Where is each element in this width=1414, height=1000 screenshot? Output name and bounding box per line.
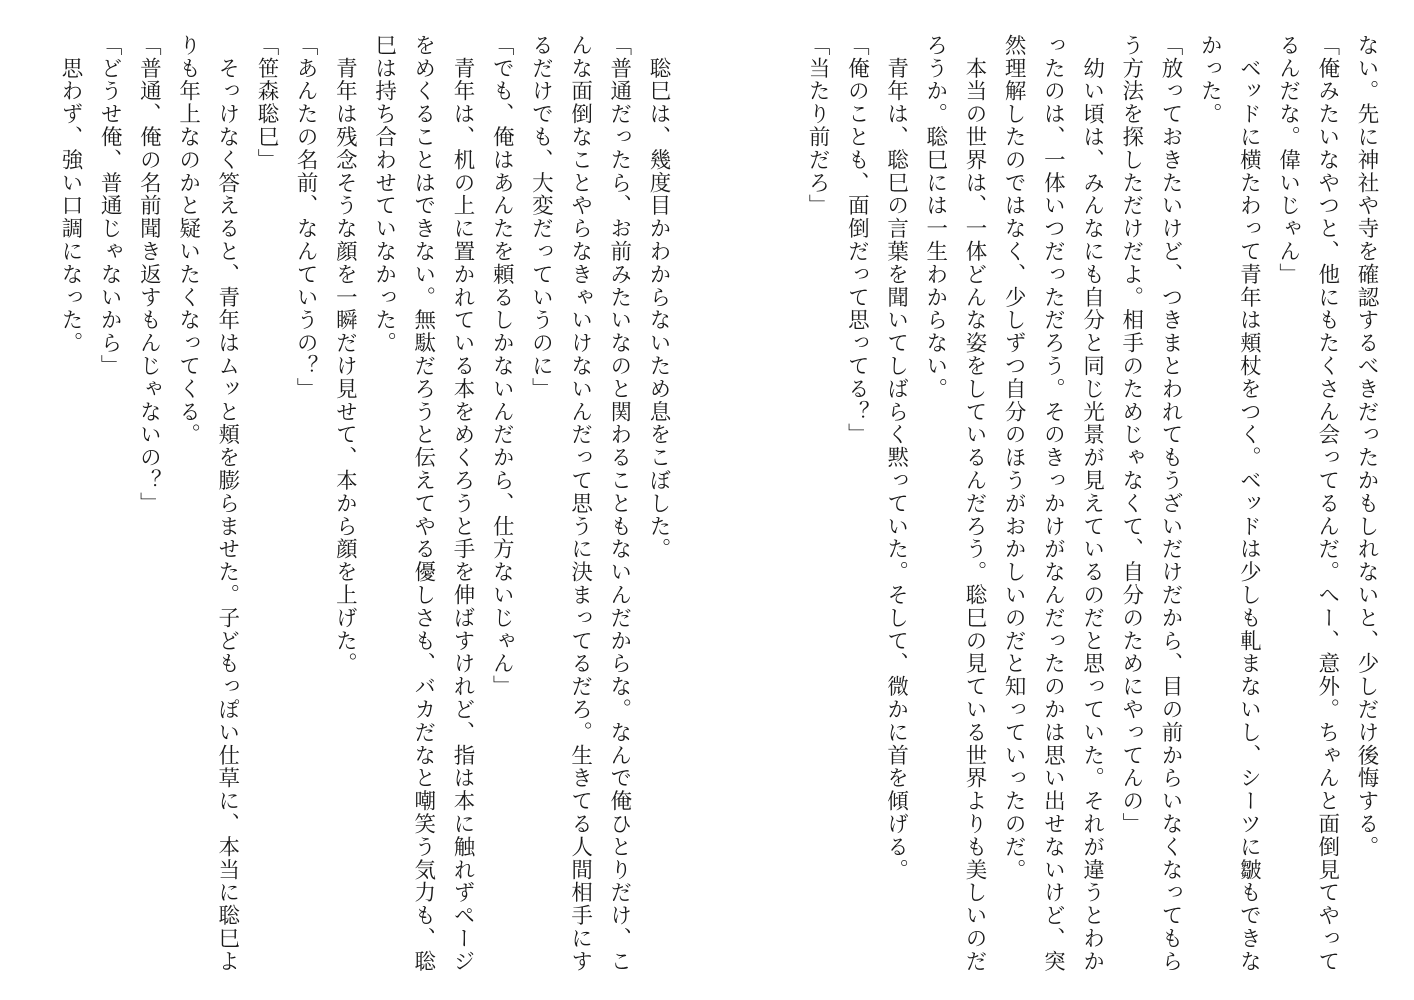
text-line: 「笹森聡巳」 <box>253 34 279 172</box>
text-line: 「あんたの名前、なんていうの？」 <box>293 34 319 401</box>
text-line: ない。先に神社や寺を確認するべきだったかもしれないと、少しだけ後悔する。 <box>1354 34 1379 859</box>
text-line: ったのは、一体いつだっただろう。そのきっかけがなんだったのかは思い出せないけど、突 <box>1040 34 1066 973</box>
text-line: 「俺みたいなやつと、他にもたくさん会ってるんだ。へー、意外。ちゃんと面倒見てやって <box>1314 34 1340 973</box>
left-page <box>28 34 678 974</box>
text-line: んな面倒なことやらなきゃいけないんだって思うに決まってるだろ。生きてる人間相手にす <box>567 34 593 973</box>
text-line: 本当の世界は、一体どんな姿をしているんだろう。聡巳の見ている世界よりも美しいのだ <box>961 34 987 973</box>
text-line: 青年は残念そうな顔を一瞬だけ見せて、本から顔を上げた。 <box>332 34 358 676</box>
text-line: 然理解したのではなく、少しずつ自分のほうがおかしいのだと知っていったのだ。 <box>1001 34 1027 882</box>
text-line: ろうか。聡巳には一生わからない。 <box>922 34 948 401</box>
text-line: 「普通だったら、お前みたいなのと関わることもないんだからな。なんで俺ひとりだけ、こ <box>606 34 632 973</box>
text-line: をめくることはできない。無駄だろうと伝えてやる優しさも、バカだなと嘲笑う気力も、聡 <box>410 34 436 973</box>
text-line: ベッドに横たわって青年は頬杖をつく。ベッドは少しも軋まないし、シーツに皺もできな <box>1236 34 1262 973</box>
text-line: 「放っておきたいけど、つきまとわれてもうざいだけだから、目の前からいなくなってもら <box>1157 34 1183 973</box>
text-line: 「俺のことも、面倒だって思ってる？」 <box>844 34 870 447</box>
text-line: 「普通、俺の名前聞き返すもんじゃないの？」 <box>136 34 162 515</box>
text-line: 思わず、強い口調になった。 <box>57 34 83 355</box>
text-line: 「当たり前だろ」 <box>805 34 831 218</box>
text-line: そっけなく答えると、青年はムッと頬を膨らませた。子どもっぽい仕草に、本当に聡巳よ <box>214 34 240 973</box>
text-line: るんだな。偉いじゃん」 <box>1275 34 1301 286</box>
text-line: かった。 <box>1197 34 1223 126</box>
text-line: 青年は、机の上に置かれている本をめくろうと手を伸ばすけれど、指は本に触れずページ <box>449 34 475 973</box>
text-line: りも年上なのかと疑いたくなってくる。 <box>175 34 201 447</box>
text-line: 巳は持ち合わせていなかった。 <box>371 34 397 355</box>
right-page <box>776 34 1386 974</box>
text-line: う方法を探しただけだよ。相手のためじゃなくて、自分のためにやってんの」 <box>1118 34 1144 836</box>
text-line: 幼い頃は、みんなにも自分と同じ光景が見えているのだと思っていた。それが違うとわか <box>1079 34 1105 973</box>
text-line: 聡巳は、幾度目かわからないため息をこぼした。 <box>646 34 671 561</box>
text-line: 「どうせ俺、普通じゃないから」 <box>97 34 123 378</box>
text-line: 青年は、聡巳の言葉を聞いてしばらく黙っていた。そして、微かに首を傾げる。 <box>883 34 909 882</box>
text-line: るだけでも、大変だっていうのに」 <box>528 34 554 401</box>
text-line: 「でも、俺はあんたを頼るしかないんだから、仕方ないじゃん」 <box>489 34 515 699</box>
